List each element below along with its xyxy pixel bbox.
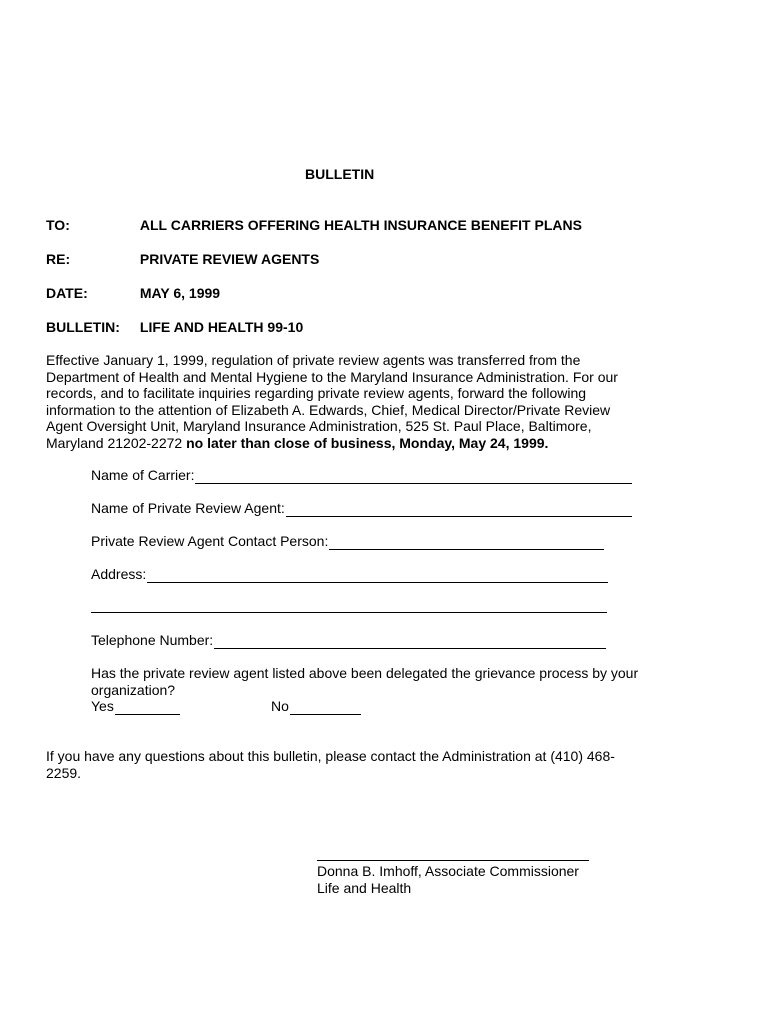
yes-label: Yes [91, 698, 114, 714]
question-line: organization? [91, 681, 176, 698]
telephone-label: Telephone Number: [91, 632, 214, 648]
question-line: Has the private review agent listed above been delegated the grievance process by your [91, 665, 639, 681]
body-paragraph [46, 352, 636, 451]
address-field [91, 566, 608, 583]
header-re-row [46, 251, 319, 268]
date-value: MAY 6, 1999 [139, 285, 221, 301]
address-second-line-blank[interactable] [91, 612, 607, 613]
body-last-regular: Maryland 21202-2272 [46, 434, 187, 451]
body-line: Agent Oversight Unit, Maryland Insurance Administration, 525 St. Paul Place, Baltimore, [46, 418, 592, 434]
bulletin-title: BULLETIN [305, 166, 375, 182]
body-line: Department of Health and Mental Hygiene to the Maryland Insurance Administration. For our [46, 368, 618, 385]
carrier-blank[interactable] [195, 469, 632, 484]
yes-field [91, 698, 180, 715]
header-bulletin-row [46, 319, 303, 336]
bulletin-value: LIFE AND HEALTH 99-10 [139, 319, 304, 335]
no-field [271, 698, 361, 715]
address-blank[interactable] [147, 568, 608, 583]
contact-person-blank[interactable] [329, 535, 604, 550]
contact-line: If you have any questions about this bulletin, please contact the Administration at (410) 468- [46, 748, 615, 764]
contact-line: 2259. [46, 764, 82, 781]
agent-label: Name of Private Review Agent: [91, 500, 285, 516]
contact-paragraph [46, 748, 636, 781]
body-line: information to the attention of Elizabeth A. Edwards, Chief, Medical Director/Private Review [46, 401, 611, 418]
signature-line [317, 860, 589, 861]
grievance-question [91, 665, 651, 698]
signatory-name: Donna B. Imhoff, Associate Commissioner [317, 863, 579, 879]
signature-block [317, 863, 579, 896]
bulletin-label: BULLETIN: [46, 319, 120, 335]
header-to-row [46, 217, 582, 234]
contact-person-field [91, 533, 604, 550]
signatory-department: Life and Health [317, 879, 412, 896]
re-value: PRIVATE REVIEW AGENTS [139, 251, 320, 267]
body-line: Effective January 1, 1999, regulation of private review agents was transferred from the [46, 352, 581, 368]
to-value: ALL CARRIERS OFFERING HEALTH INSURANCE BENEFIT PLANS [139, 217, 582, 233]
telephone-blank[interactable] [214, 634, 606, 649]
telephone-field [91, 632, 606, 649]
no-blank[interactable] [290, 700, 361, 715]
header-date-row [46, 285, 220, 302]
agent-blank[interactable] [286, 502, 632, 517]
body-line-last [46, 435, 636, 452]
address-label: Address: [91, 566, 147, 582]
date-label: DATE: [46, 285, 88, 301]
to-label: TO: [46, 217, 70, 233]
yes-blank[interactable] [115, 700, 180, 715]
agent-field [91, 500, 632, 517]
contact-person-label: Private Review Agent Contact Person: [91, 533, 329, 549]
body-line: records, and to facilitate inquiries regarding private review agents, forward the following [46, 385, 587, 401]
deadline-text: no later than close of business, Monday, May 24, 1999. [186, 434, 549, 451]
re-label: RE: [46, 251, 71, 267]
no-label: No [271, 698, 289, 714]
carrier-label: Name of Carrier: [91, 467, 195, 483]
carrier-field [91, 467, 632, 484]
